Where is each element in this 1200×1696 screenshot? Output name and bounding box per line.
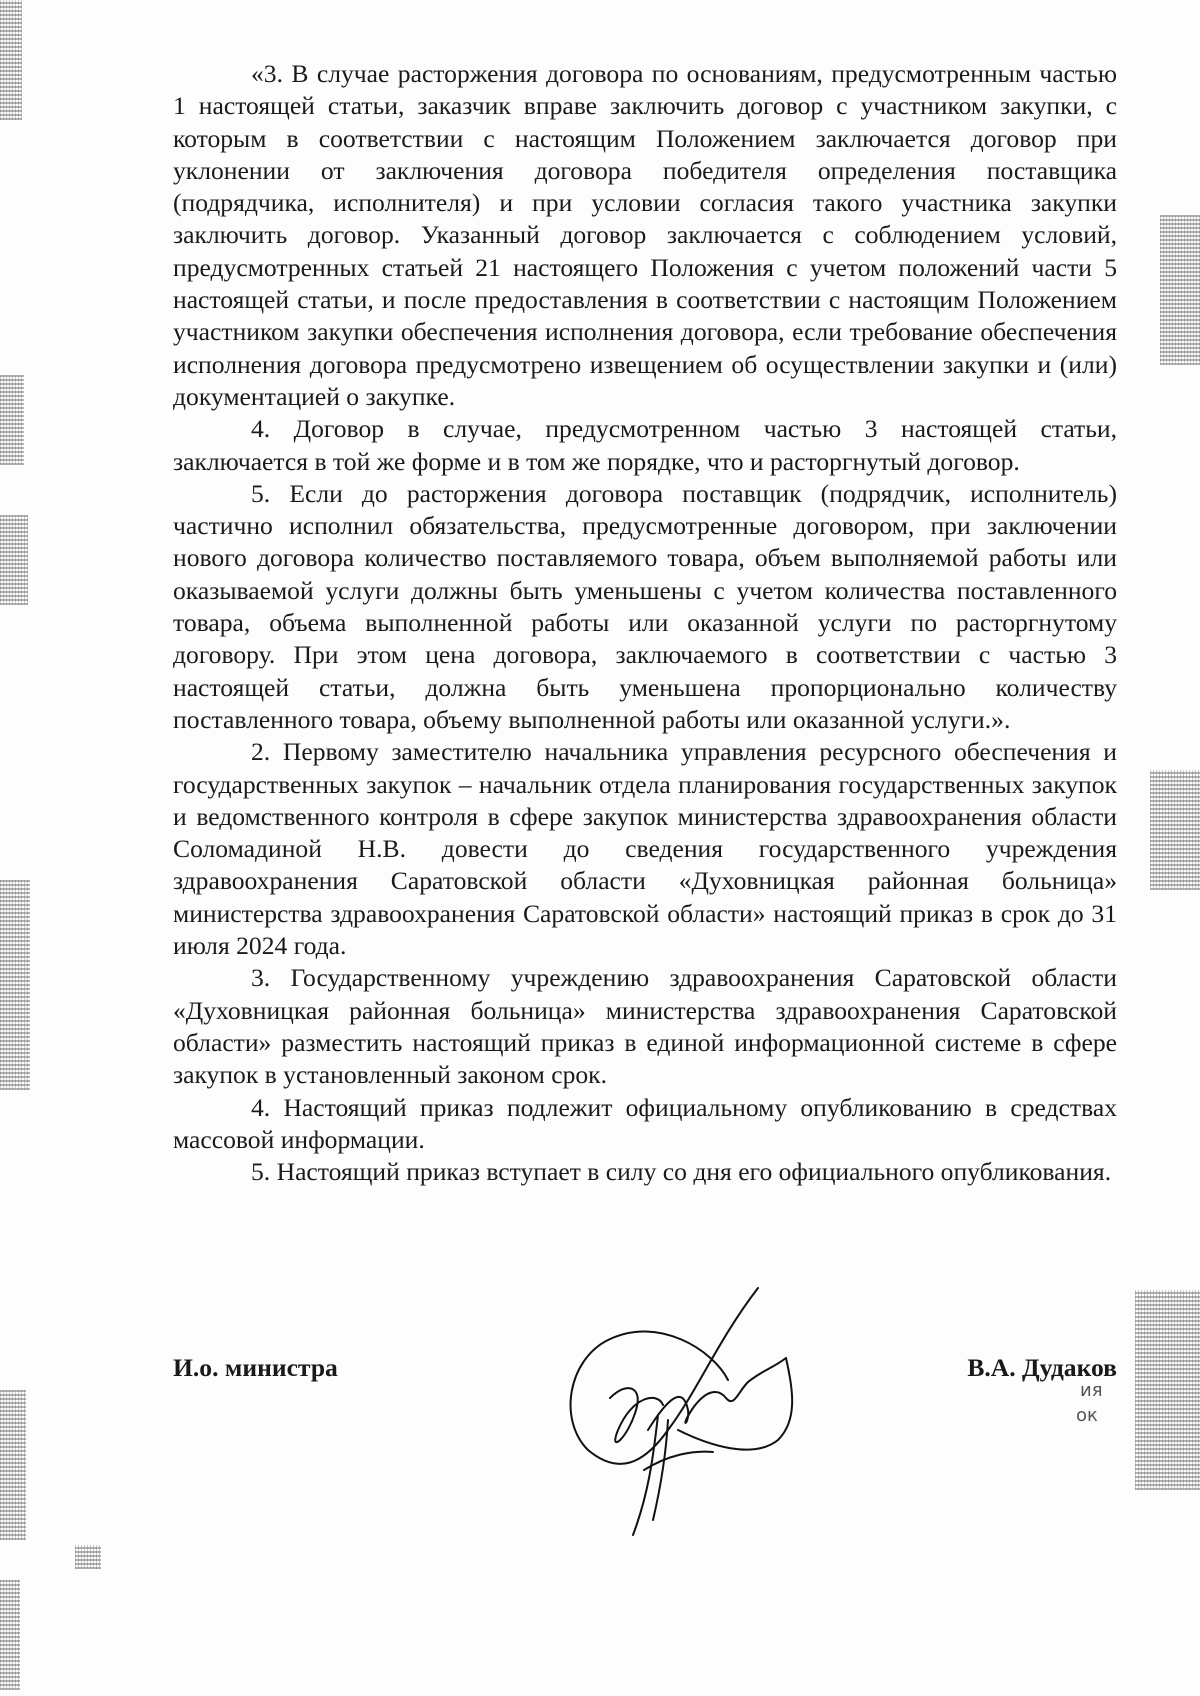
document-body xyxy=(173,58,1117,1188)
scan-artifact xyxy=(1160,215,1200,365)
scan-artifact xyxy=(0,1580,20,1690)
margin-fragment: ия xyxy=(1080,1380,1103,1401)
scan-artifact xyxy=(0,515,28,605)
scan-artifact xyxy=(75,1545,101,1569)
signer-name: В.А. Дудаков xyxy=(967,1353,1117,1382)
signer-title: И.о. министра xyxy=(173,1353,338,1382)
paragraph-item-2: 2. Первому заместителю начальника управления ресурсного обеспечения и государственных закупок – начальник отдела планирования государственных закупок и ведомственного контроля в сфере закупок министерства здравоохранения области Соломадиной Н.В. довести до сведения государственного учреждения здравоохранения Саратовской области «Духовницкая районная больница» министерства здравоохранения Саратовской области» настоящий приказ в срок до 31 июля 2024 года. xyxy=(173,737,1117,961)
scan-artifact xyxy=(0,1390,26,1540)
scan-artifact xyxy=(1150,770,1200,890)
scan-artifact xyxy=(0,880,30,1090)
paragraph-clause-5: 5. Если до расторжения договора поставщик (подрядчик, исполнитель) частично исполнил обязательства, предусмотренные договором, при заключении нового договора количество поставляемого товара, объем выполняемой работы или оказываемой услуги должны быть уменьшены с учетом количества поставленного товара, объема выполненной работы или оказанной услуги по расторгнутому договору. При этом цена договора, заключаемого в соответствии с частью 3 настоящей статьи, должна быть уменьшена пропорционально количеству поставленного товара, объему выполненной работы или оказанной услуги.». xyxy=(173,478,1117,734)
paragraph-clause-4: 4. Договор в случае, предусмотренном частью 3 настоящей статьи, заключается в той же форме и в том же порядке, что и расторгнутый договор. xyxy=(173,414,1117,476)
scan-artifact xyxy=(0,0,22,120)
paragraph-clause-3: «3. В случае расторжения договора по основаниям, предусмотренным частью 1 настоящей статьи, заказчик вправе заключить договор с участником закупки, с которым в соответствии с настоящим Положением заключается договор при уклонении от заключения договора победителя определения поставщика (подрядчика, исполнителя) и при условии согласия такого участника закупки заключить договор. Указанный договор заключается с соблюдением условий, предусмотренных статьей 21 настоящего Положения с учетом положений части 5 настоящей статьи, и после предоставления в соответствии с настоящим Положением участником закупки обеспечения исполнения договора, если требование обеспечения исполнения договора предусмотрено извещением об осуществлении закупки и (или) документацией о закупке. xyxy=(173,59,1117,411)
paragraph-item-3: 3. Государственному учреждению здравоохранения Саратовской области «Духовницкая районная больница» министерства здравоохранения Саратовской области» разместить настоящий приказ в единой информационной системе в сфере закупок в установленный законом срок. xyxy=(173,963,1117,1090)
scan-artifact xyxy=(0,375,24,465)
scan-artifact xyxy=(1135,1290,1200,1490)
paragraph-item-5: 5. Настоящий приказ вступает в силу со дня его официального опубликования. xyxy=(251,1157,1112,1187)
paragraph-item-4: 4. Настоящий приказ подлежит официальному опубликованию в средствах массовой информации. xyxy=(173,1092,1117,1154)
handwritten-signature xyxy=(548,1280,808,1550)
margin-fragment: ок xyxy=(1076,1405,1098,1426)
